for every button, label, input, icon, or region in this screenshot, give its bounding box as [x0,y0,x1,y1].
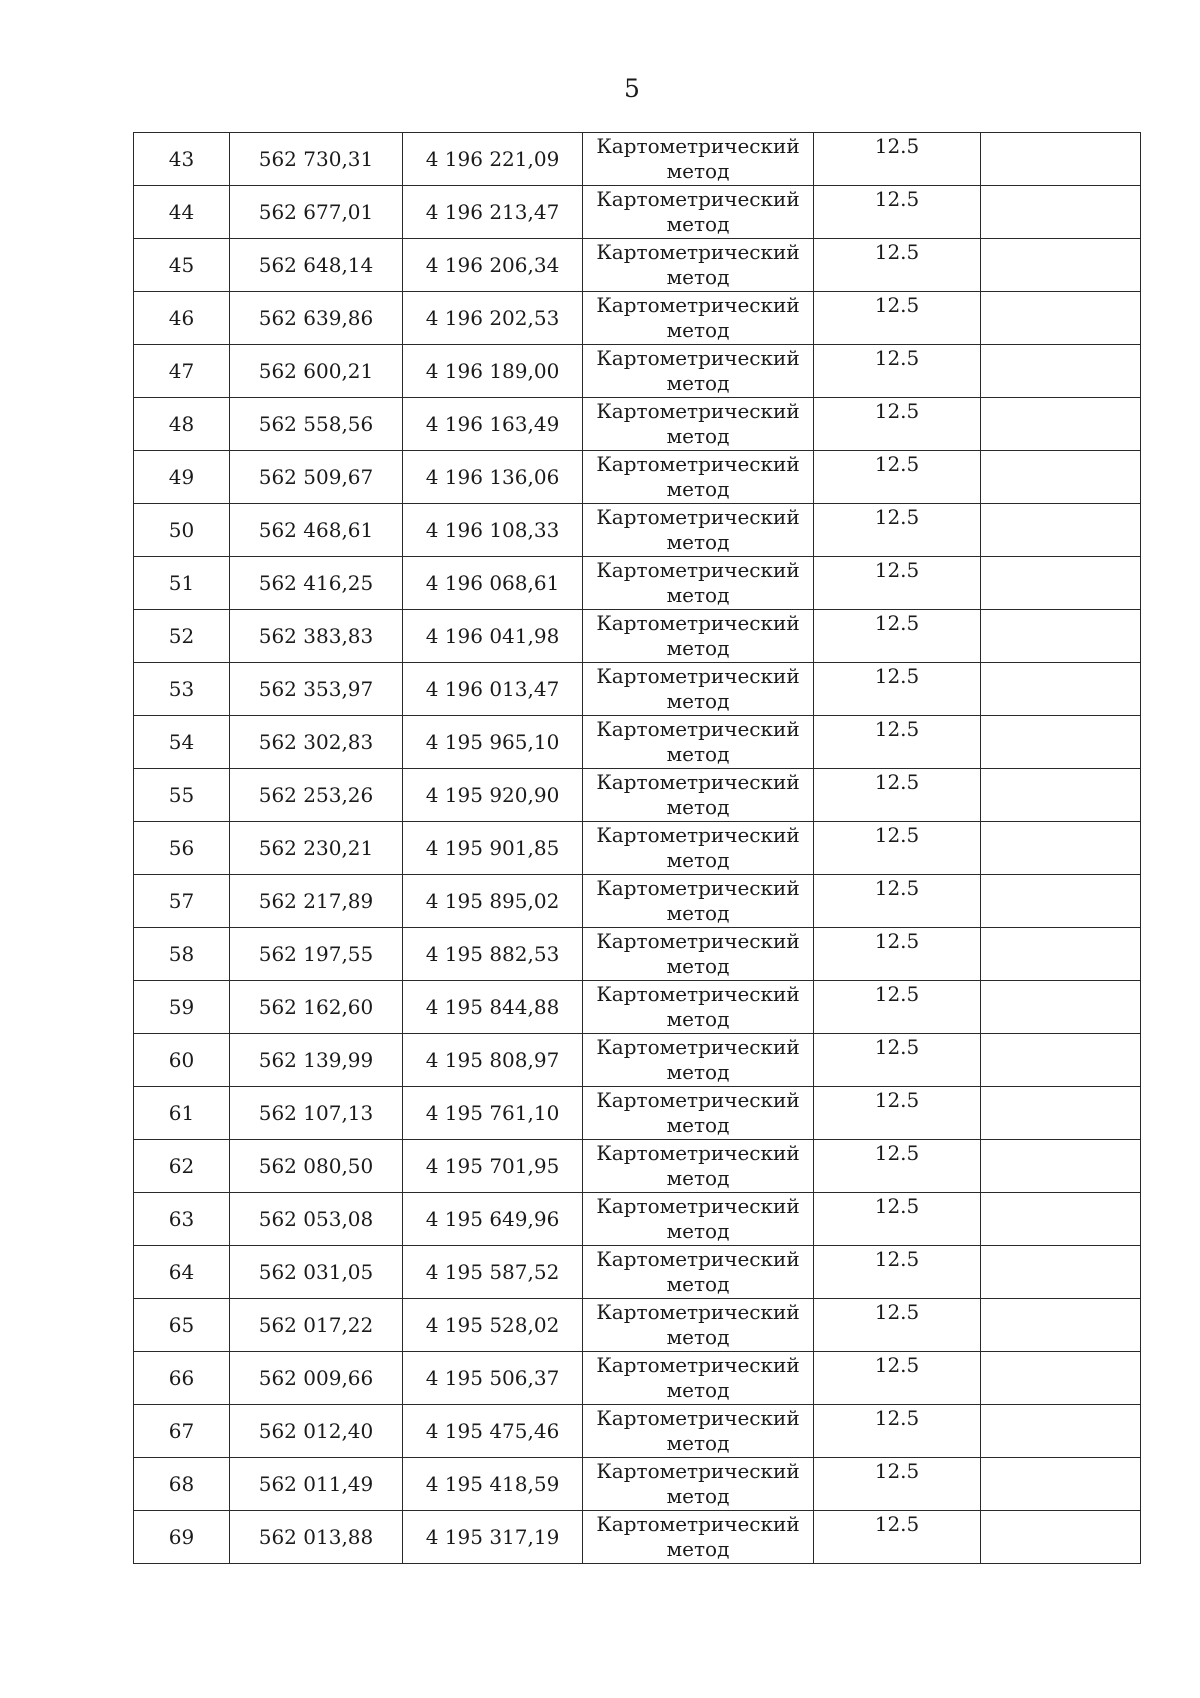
note-cell [981,451,1141,504]
point-number-cell: 52 [134,610,230,663]
method-line-2: метод [666,424,730,448]
point-number-cell: 48 [134,398,230,451]
table-row [134,398,1141,451]
method-cell [583,1511,814,1564]
method-line-1: Картометрический [596,346,800,370]
point-number-cell: 55 [134,769,230,822]
method-line-2: метод [666,318,730,342]
note-cell [981,769,1141,822]
method-line-2: метод [666,1325,730,1349]
table-row [134,1405,1141,1458]
note-cell [981,1405,1141,1458]
y-coordinate-cell: 4 195 920,90 [403,769,583,822]
point-number-cell: 69 [134,1511,230,1564]
y-coordinate-cell: 4 195 844,88 [403,981,583,1034]
method-cell [583,981,814,1034]
accuracy-cell: 12.5 [814,1458,981,1511]
method-cell [583,1087,814,1140]
point-number-cell: 62 [134,1140,230,1193]
note-cell [981,557,1141,610]
accuracy-cell: 12.5 [814,1193,981,1246]
method-line-2: метод [666,954,730,978]
table-row [134,1034,1141,1087]
x-coordinate-cell: 562 730,31 [230,133,403,186]
accuracy-cell: 12.5 [814,981,981,1034]
accuracy-cell: 12.5 [814,292,981,345]
accuracy-cell: 12.5 [814,186,981,239]
point-number-cell: 46 [134,292,230,345]
method-cell [583,186,814,239]
method-line-2: метод [666,212,730,236]
point-number-cell: 60 [134,1034,230,1087]
point-number-cell: 64 [134,1246,230,1299]
accuracy-cell: 12.5 [814,610,981,663]
method-cell [583,1405,814,1458]
method-line-2: метод [666,848,730,872]
method-line-1: Картометрический [596,1406,800,1430]
method-cell [583,1246,814,1299]
table-row [134,504,1141,557]
table-row [134,1299,1141,1352]
method-line-1: Картометрический [596,293,800,317]
y-coordinate-cell: 4 195 701,95 [403,1140,583,1193]
method-line-2: метод [666,1113,730,1137]
table-row [134,345,1141,398]
accuracy-cell: 12.5 [814,345,981,398]
method-line-2: метод [666,530,730,554]
method-line-1: Картометрический [596,1459,800,1483]
accuracy-cell: 12.5 [814,716,981,769]
note-cell [981,504,1141,557]
accuracy-cell: 12.5 [814,1299,981,1352]
note-cell [981,1034,1141,1087]
x-coordinate-cell: 562 509,67 [230,451,403,504]
note-cell [981,1193,1141,1246]
point-number-cell: 54 [134,716,230,769]
point-number-cell: 65 [134,1299,230,1352]
x-coordinate-cell: 562 416,25 [230,557,403,610]
y-coordinate-cell: 4 196 221,09 [403,133,583,186]
method-line-1: Картометрический [596,187,800,211]
accuracy-cell: 12.5 [814,928,981,981]
y-coordinate-cell: 4 195 317,19 [403,1511,583,1564]
coordinates-table-body [134,133,1141,1564]
note-cell [981,133,1141,186]
y-coordinate-cell: 4 196 068,61 [403,557,583,610]
point-number-cell: 63 [134,1193,230,1246]
y-coordinate-cell: 4 195 808,97 [403,1034,583,1087]
x-coordinate-cell: 562 013,88 [230,1511,403,1564]
point-number-cell: 53 [134,663,230,716]
method-line-2: метод [666,371,730,395]
method-line-1: Картометрический [596,1088,800,1112]
method-line-2: метод [666,689,730,713]
note-cell [981,663,1141,716]
method-line-2: метод [666,1537,730,1561]
method-cell [583,1034,814,1087]
method-line-1: Картометрический [596,823,800,847]
accuracy-cell: 12.5 [814,398,981,451]
y-coordinate-cell: 4 196 163,49 [403,398,583,451]
point-number-cell: 57 [134,875,230,928]
method-line-2: метод [666,1219,730,1243]
y-coordinate-cell: 4 195 528,02 [403,1299,583,1352]
y-coordinate-cell: 4 195 587,52 [403,1246,583,1299]
method-line-1: Картометрический [596,134,800,158]
table-row [134,875,1141,928]
method-line-2: метод [666,265,730,289]
note-cell [981,716,1141,769]
table-row [134,1458,1141,1511]
x-coordinate-cell: 562 053,08 [230,1193,403,1246]
point-number-cell: 45 [134,239,230,292]
note-cell [981,875,1141,928]
note-cell [981,292,1141,345]
accuracy-cell: 12.5 [814,133,981,186]
method-line-1: Картометрический [596,929,800,953]
x-coordinate-cell: 562 353,97 [230,663,403,716]
method-cell [583,133,814,186]
x-coordinate-cell: 562 107,13 [230,1087,403,1140]
method-cell [583,928,814,981]
note-cell [981,1246,1141,1299]
method-line-2: метод [666,742,730,766]
page-number: 5 [624,74,640,103]
method-line-1: Картометрический [596,664,800,688]
method-cell [583,345,814,398]
method-cell [583,292,814,345]
method-line-2: метод [666,1431,730,1455]
point-number-cell: 56 [134,822,230,875]
accuracy-cell: 12.5 [814,1087,981,1140]
method-line-1: Картометрический [596,1300,800,1324]
point-number-cell: 44 [134,186,230,239]
note-cell [981,186,1141,239]
x-coordinate-cell: 562 253,26 [230,769,403,822]
method-line-2: метод [666,1378,730,1402]
table-row [134,610,1141,663]
method-line-1: Картометрический [596,399,800,423]
method-line-2: метод [666,1060,730,1084]
accuracy-cell: 12.5 [814,1140,981,1193]
method-line-2: метод [666,159,730,183]
table-row [134,928,1141,981]
method-cell [583,1140,814,1193]
accuracy-cell: 12.5 [814,557,981,610]
note-cell [981,1352,1141,1405]
point-number-cell: 51 [134,557,230,610]
point-number-cell: 66 [134,1352,230,1405]
method-line-2: метод [666,583,730,607]
method-cell [583,504,814,557]
point-number-cell: 59 [134,981,230,1034]
method-cell [583,716,814,769]
y-coordinate-cell: 4 196 136,06 [403,451,583,504]
note-cell [981,1458,1141,1511]
method-cell [583,663,814,716]
x-coordinate-cell: 562 011,49 [230,1458,403,1511]
table-row [134,716,1141,769]
accuracy-cell: 12.5 [814,875,981,928]
note-cell [981,345,1141,398]
table-row [134,1140,1141,1193]
note-cell [981,981,1141,1034]
accuracy-cell: 12.5 [814,1034,981,1087]
method-cell [583,610,814,663]
table-row [134,822,1141,875]
method-line-2: метод [666,1272,730,1296]
note-cell [981,822,1141,875]
x-coordinate-cell: 562 012,40 [230,1405,403,1458]
table-row [134,769,1141,822]
y-coordinate-cell: 4 195 418,59 [403,1458,583,1511]
method-line-2: метод [666,477,730,501]
method-line-1: Картометрический [596,1353,800,1377]
x-coordinate-cell: 562 080,50 [230,1140,403,1193]
table-row [134,239,1141,292]
table-row [134,663,1141,716]
method-line-1: Картометрический [596,505,800,529]
method-line-1: Картометрический [596,611,800,635]
method-line-2: метод [666,1166,730,1190]
y-coordinate-cell: 4 195 882,53 [403,928,583,981]
method-line-1: Картометрический [596,1247,800,1271]
y-coordinate-cell: 4 196 189,00 [403,345,583,398]
accuracy-cell: 12.5 [814,1352,981,1405]
accuracy-cell: 12.5 [814,239,981,292]
point-number-cell: 50 [134,504,230,557]
y-coordinate-cell: 4 195 901,85 [403,822,583,875]
y-coordinate-cell: 4 196 108,33 [403,504,583,557]
accuracy-cell: 12.5 [814,451,981,504]
y-coordinate-cell: 4 196 202,53 [403,292,583,345]
point-number-cell: 58 [134,928,230,981]
table-row [134,981,1141,1034]
x-coordinate-cell: 562 468,61 [230,504,403,557]
accuracy-cell: 12.5 [814,1511,981,1564]
method-cell [583,398,814,451]
method-line-1: Картометрический [596,1194,800,1218]
x-coordinate-cell: 562 217,89 [230,875,403,928]
y-coordinate-cell: 4 195 475,46 [403,1405,583,1458]
note-cell [981,1087,1141,1140]
table-row [134,557,1141,610]
accuracy-cell: 12.5 [814,1405,981,1458]
y-coordinate-cell: 4 195 761,10 [403,1087,583,1140]
x-coordinate-cell: 562 383,83 [230,610,403,663]
note-cell [981,928,1141,981]
note-cell [981,1511,1141,1564]
accuracy-cell: 12.5 [814,769,981,822]
method-cell [583,1458,814,1511]
x-coordinate-cell: 562 197,55 [230,928,403,981]
y-coordinate-cell: 4 196 213,47 [403,186,583,239]
y-coordinate-cell: 4 196 013,47 [403,663,583,716]
x-coordinate-cell: 562 677,01 [230,186,403,239]
method-line-1: Картометрический [596,876,800,900]
method-cell [583,875,814,928]
method-line-1: Картометрический [596,1512,800,1536]
x-coordinate-cell: 562 017,22 [230,1299,403,1352]
table-row [134,1246,1141,1299]
y-coordinate-cell: 4 195 506,37 [403,1352,583,1405]
note-cell [981,1299,1141,1352]
method-cell [583,1193,814,1246]
method-line-2: метод [666,795,730,819]
method-line-1: Картометрический [596,240,800,264]
method-cell [583,1352,814,1405]
method-line-1: Картометрический [596,1141,800,1165]
method-cell [583,557,814,610]
x-coordinate-cell: 562 162,60 [230,981,403,1034]
method-line-1: Картометрический [596,982,800,1006]
x-coordinate-cell: 562 230,21 [230,822,403,875]
table-row [134,1087,1141,1140]
method-line-2: метод [666,1007,730,1031]
method-line-2: метод [666,901,730,925]
x-coordinate-cell: 562 600,21 [230,345,403,398]
method-cell [583,822,814,875]
point-number-cell: 49 [134,451,230,504]
x-coordinate-cell: 562 639,86 [230,292,403,345]
table-row [134,133,1141,186]
method-line-1: Картометрический [596,452,800,476]
table-row [134,451,1141,504]
x-coordinate-cell: 562 139,99 [230,1034,403,1087]
accuracy-cell: 12.5 [814,1246,981,1299]
note-cell [981,610,1141,663]
table-row [134,1352,1141,1405]
table-row [134,1511,1141,1564]
y-coordinate-cell: 4 195 649,96 [403,1193,583,1246]
x-coordinate-cell: 562 009,66 [230,1352,403,1405]
y-coordinate-cell: 4 196 206,34 [403,239,583,292]
x-coordinate-cell: 562 558,56 [230,398,403,451]
x-coordinate-cell: 562 648,14 [230,239,403,292]
point-number-cell: 47 [134,345,230,398]
method-line-2: метод [666,636,730,660]
method-cell [583,1299,814,1352]
y-coordinate-cell: 4 195 965,10 [403,716,583,769]
x-coordinate-cell: 562 031,05 [230,1246,403,1299]
accuracy-cell: 12.5 [814,663,981,716]
method-line-1: Картометрический [596,770,800,794]
method-line-1: Картометрический [596,717,800,741]
method-cell [583,451,814,504]
accuracy-cell: 12.5 [814,822,981,875]
x-coordinate-cell: 562 302,83 [230,716,403,769]
note-cell [981,239,1141,292]
point-number-cell: 61 [134,1087,230,1140]
method-line-1: Картометрический [596,558,800,582]
method-line-2: метод [666,1484,730,1508]
point-number-cell: 43 [134,133,230,186]
table-row [134,1193,1141,1246]
y-coordinate-cell: 4 196 041,98 [403,610,583,663]
point-number-cell: 68 [134,1458,230,1511]
coordinates-table [133,132,1141,1564]
y-coordinate-cell: 4 195 895,02 [403,875,583,928]
point-number-cell: 67 [134,1405,230,1458]
note-cell [981,398,1141,451]
note-cell [981,1140,1141,1193]
method-cell [583,769,814,822]
table-row [134,292,1141,345]
method-cell [583,239,814,292]
accuracy-cell: 12.5 [814,504,981,557]
method-line-1: Картометрический [596,1035,800,1059]
table-row [134,186,1141,239]
